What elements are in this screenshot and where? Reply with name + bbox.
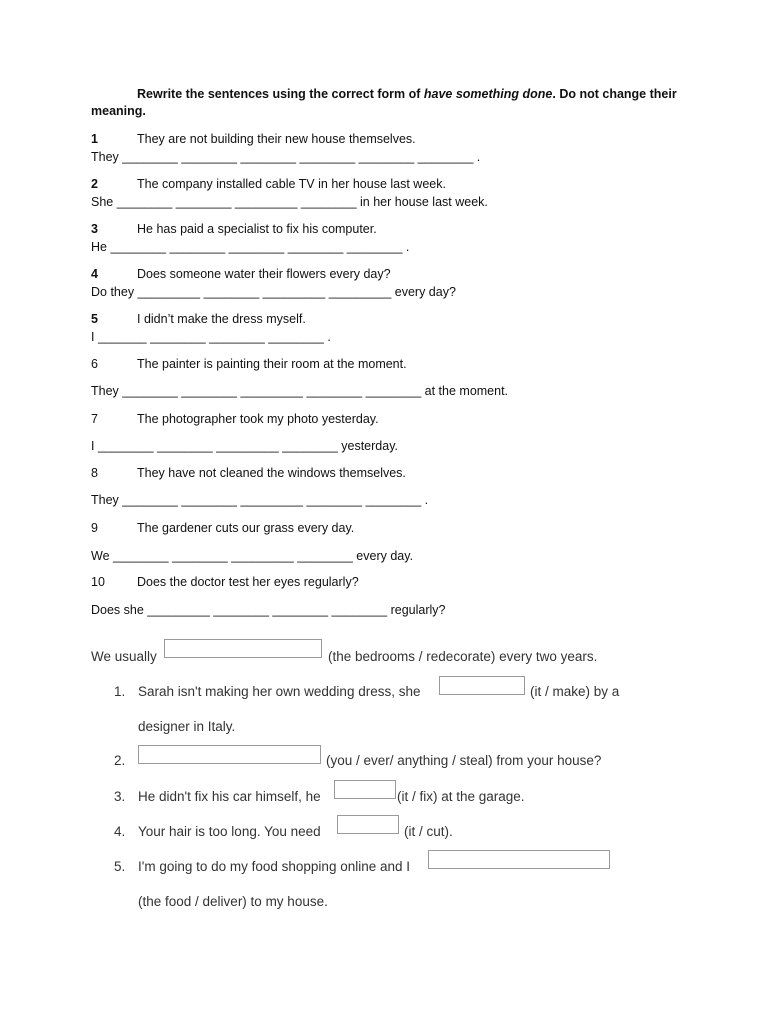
item-number: 10 [91,575,105,589]
item-text-start: Your hair is too long. You need [138,824,321,839]
answer-line[interactable]: I ________ ________ _________ ________ yesterday. [91,439,398,453]
list-number: 3. [114,789,126,804]
item-text-end: (it / fix) at the garage. [397,789,525,804]
answer-input[interactable] [440,677,524,694]
question-text: They have not cleaned the windows themselves. [137,466,406,480]
item-text-continued: designer in Italy. [138,719,236,734]
item-number: 9 [91,521,98,535]
item-text-end: (you / ever/ anything / steal) from your house? [326,753,602,768]
question-text: The painter is painting their room at the moment. [137,357,407,371]
answer-input[interactable] [335,781,395,798]
answer-line[interactable]: They ________ ________ ________ ________ ________ ________ . [91,150,481,164]
answer-line[interactable]: She ________ ________ _________ ________ in her house last week. [91,195,488,209]
instructions-emphasis: have something done [423,87,553,101]
question-text: The company installed cable TV in her house last week. [137,177,446,191]
instructions [91,86,691,120]
question-text: He has paid a specialist to fix his computer. [137,222,377,236]
answer-line[interactable]: Do they _________ ________ _________ _________ every day? [91,285,456,299]
answer-input[interactable] [338,816,398,833]
instructions-text: Rewrite the sentences using the correct form of [137,87,424,101]
list-number: 4. [114,824,126,839]
answer-line[interactable]: They ________ ________ _________ ________ ________ at the moment. [91,384,509,398]
answer-line[interactable]: We ________ ________ _________ ________ every day. [91,549,414,563]
list-number: 1. [114,684,126,699]
answer-line[interactable]: He ________ ________ ________ ________ ________ . [91,240,410,254]
item-text-start: I'm going to do my food shopping online and I [138,859,411,874]
item-text-end: (it / cut). [404,824,453,839]
question-text: They are not building their new house themselves. [137,132,416,146]
item-text-continued: (the food / deliver) to my house. [138,894,328,909]
item-number: 7 [91,412,98,426]
item-text-start: Sarah isn't making her own wedding dress, she [138,684,421,699]
answer-line[interactable]: Does she _________ ________ ________ ________ regularly? [91,603,446,617]
item-number: 2 [91,177,98,191]
item-text-end: (it / make) by a [530,684,620,699]
item-number: 3 [91,222,98,236]
question-text: The photographer took my photo yesterday. [137,412,379,426]
item-number: 6 [91,357,98,371]
answer-field[interactable] [334,780,396,799]
item-text-start: He didn't fix his car himself, he [138,789,321,804]
example-text-end: (the bedrooms / redecorate) every two years. [328,649,598,664]
answer-line[interactable]: I _______ ________ ________ ________ . [91,330,331,344]
answer-field[interactable] [439,676,525,695]
answer-input[interactable] [139,746,320,763]
list-number: 5. [114,859,126,874]
item-number: 8 [91,466,98,480]
question-text: Does someone water their flowers every day? [137,267,391,281]
question-text: The gardener cuts our grass every day. [137,521,355,535]
answer-field[interactable] [337,815,399,834]
item-number: 5 [91,312,98,326]
example-answer-input[interactable] [165,640,321,657]
item-number: 4 [91,267,98,281]
question-text: Does the doctor test her eyes regularly? [137,575,359,589]
example-text-start: We usually [91,649,157,664]
answer-field[interactable] [138,745,321,764]
instructions-text-end: . Do not change their meaning. [91,87,677,118]
item-number: 1 [91,132,98,146]
answer-line[interactable]: They ________ ________ _________ ________ ________ . [91,493,429,507]
question-text: I didn’t make the dress myself. [137,312,306,326]
list-number: 2. [114,753,126,768]
answer-input[interactable] [429,851,609,868]
example-answer-field[interactable] [164,639,322,658]
answer-field[interactable] [428,850,610,869]
